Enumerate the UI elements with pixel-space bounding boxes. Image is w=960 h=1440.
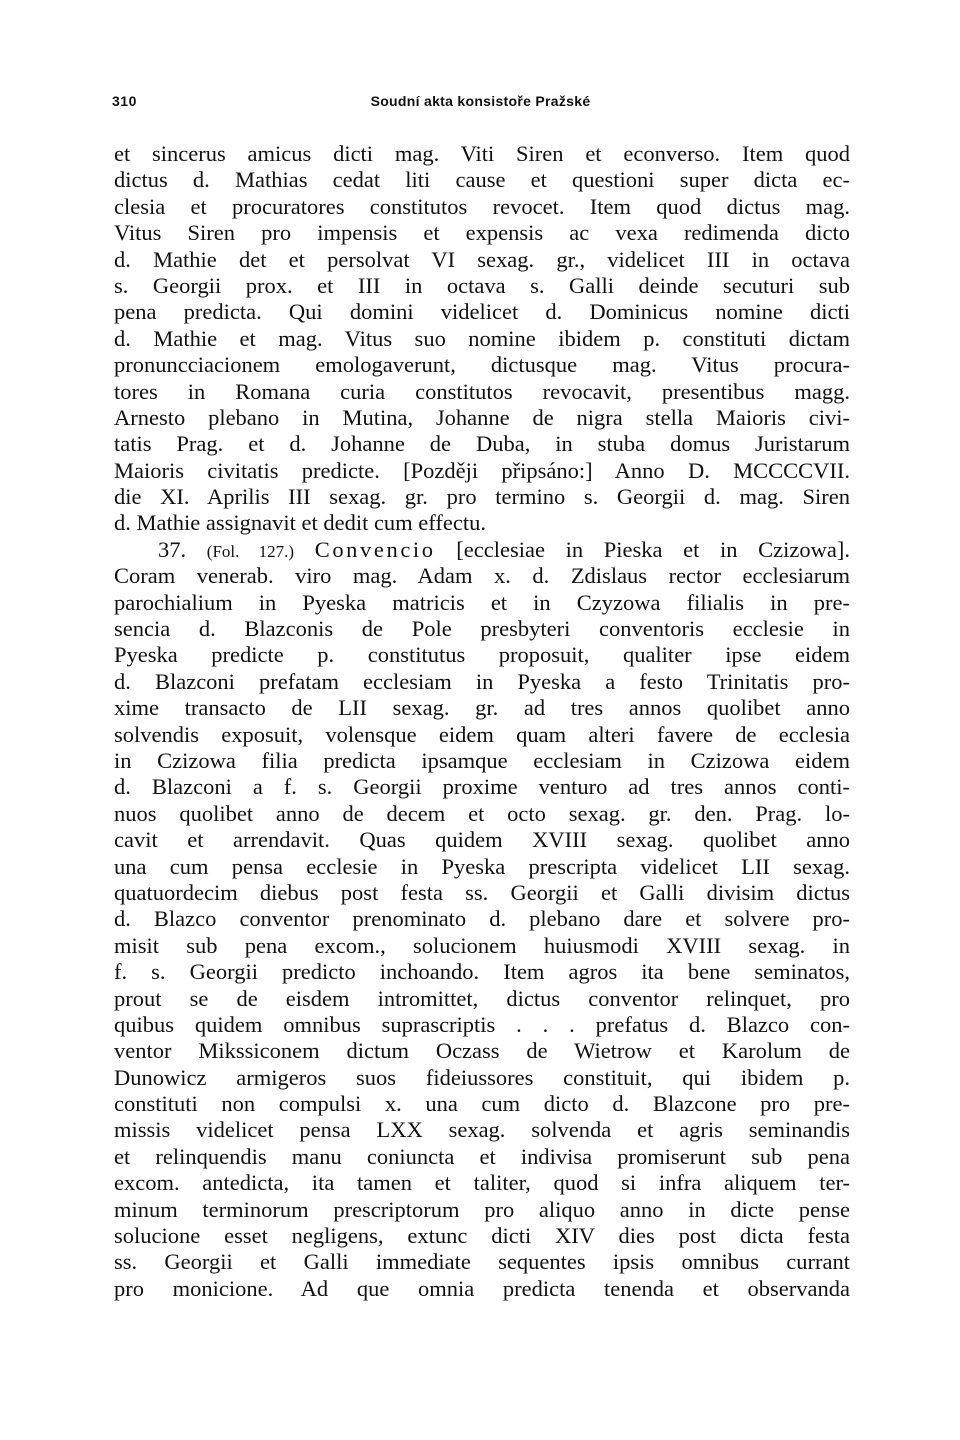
text-line: d. Mathie assignavit et dedit cum effectu. xyxy=(114,510,486,536)
text-line: minum terminorum prescriptorum pro aliquo anno in dicte pense xyxy=(114,1196,850,1222)
text-line: nuos quolibet anno de decem et octo sexag. gr. den. Prag. lo- xyxy=(114,800,850,826)
text-line: d. Blazconi a f. s. Georgii proxime venturo ad tres annos conti- xyxy=(114,774,850,800)
entry-title: Convencio xyxy=(314,536,436,562)
text-line: et relinquendis manu coniuncta et indivisa promiserunt sub pena xyxy=(114,1143,850,1169)
text-line: s. Georgii prox. et III in octava s. Galli deinde secuturi sub xyxy=(114,272,850,298)
text-line: ss. Georgii et Galli immediate sequentes ipsis omnibus currant xyxy=(114,1249,850,1275)
text-line: Vitus Siren pro impensis et expensis ac vexa redimenda dicto xyxy=(114,220,850,246)
entry-number: 37. xyxy=(158,536,187,562)
page-header xyxy=(112,93,849,113)
text-line: d. Blazco conventor prenominato d. plebano dare et solvere pro- xyxy=(114,906,850,932)
text-line: misit sub pena excom., solucionem huiusmodi XVIII sexag. in xyxy=(114,932,850,958)
text-line: Coram venerab. viro mag. Adam x. d. Zdislaus rector ecclesiarum xyxy=(114,563,850,589)
folio-reference: (Fol. 127.) xyxy=(206,541,295,561)
text-line: clesia et procuratores constitutos revocet. Item quod dictus mag. xyxy=(114,193,850,219)
body-text xyxy=(114,141,850,1302)
text-line: Maioris civitatis predicte. [Později připsáno:] Anno D. MCCCCVII. xyxy=(114,457,850,483)
text-line: in Czizowa filia predicta ipsamque ecclesiam in Czizowa eidem xyxy=(114,747,850,773)
text-line: Dunowicz armigeros suos fideiussores constituit, qui ibidem p. xyxy=(114,1064,850,1090)
text-line: d. Blazconi prefatam ecclesiam in Pyeska a festo Trinitatis pro- xyxy=(114,668,850,694)
text-line: tores in Romana curia constitutos revocavit, presentibus magg. xyxy=(114,378,850,404)
text-line: xime transacto de LII sexag. gr. ad tres annos quolibet anno xyxy=(114,695,850,721)
text-line: die XI. Aprilis III sexag. gr. pro termino s. Georgii d. mag. Siren xyxy=(114,484,850,510)
text-line: sencia d. Blazconis de Pole presbyteri conventoris ecclesie in xyxy=(114,616,850,642)
text-line: excom. antedicta, ita tamen et taliter, quod si infra aliquem ter- xyxy=(114,1170,850,1196)
text-line: et sincerus amicus dicti mag. Viti Siren et econverso. Item quod xyxy=(114,141,850,166)
text-line: Arnesto plebano in Mutina, Johanne de nigra stella Maioris civi- xyxy=(114,404,850,430)
entry-subject: [ecclesiae in Pieska et in Czizowa]. xyxy=(456,536,850,562)
text-line: constituti non compulsi x. una cum dicto d. Blazcone pro pre- xyxy=(114,1091,850,1117)
text-line: dictus d. Mathias cedat liti cause et questioni super dicta ec- xyxy=(114,167,850,193)
text-line: f. s. Georgii predicto inchoando. Item agros ita bene seminatos, xyxy=(114,959,850,985)
text-line: d. Mathie det et persolvat VI sexag. gr., videlicet III in octava xyxy=(114,246,850,272)
text-line: d. Mathie et mag. Vitus suo nomine ibidem p. constituti dictam xyxy=(114,325,850,351)
text-line: quibus quidem omnibus suprascriptis . . . prefatus d. Blazco con- xyxy=(114,1011,850,1037)
text-line: pronuncciacionem emologaverunt, dictusque mag. Vitus procura- xyxy=(114,352,850,378)
running-title: Soudní akta konsistoře Pražské xyxy=(370,93,591,109)
text-line: Pyeska predicte p. constitutus proposuit, qualiter ipse eidem xyxy=(114,642,850,668)
page-number: 310 xyxy=(112,93,137,109)
text-line: missis videlicet pensa LXX sexag. solvenda et agris seminandis xyxy=(114,1117,850,1143)
text-line: parochialium in Pyeska matricis et in Czyzowa filialis in pre- xyxy=(114,589,850,615)
text-line: tatis Prag. et d. Johanne de Duba, in stuba domus Juristarum xyxy=(114,431,850,457)
text-line: una cum pensa ecclesie in Pyeska prescripta videlicet LII sexag. xyxy=(114,853,850,879)
text-line: solvendis exposuit, volensque eidem quam alteri favere de ecclesia xyxy=(114,721,850,747)
text-line: prout se de eisdem intromittet, dictus conventor relinquet, pro xyxy=(114,985,850,1011)
text-line: cavit et arrendavit. Quas quidem XVIII sexag. quolibet anno xyxy=(114,827,850,853)
text-line: solucione esset negligens, extunc dicti XIV dies post dicta festa xyxy=(114,1223,850,1249)
text-line: pro monicione. Ad que omnia predicta tenenda et observanda xyxy=(114,1275,850,1301)
text-line: pena predicta. Qui domini videlicet d. Dominicus nomine dicti xyxy=(114,299,850,325)
entry-heading xyxy=(114,537,850,563)
text-line: quatuordecim diebus post festa ss. Georgii et Galli divisim dictus xyxy=(114,879,850,905)
text-line: ventor Mikssiconem dictum Oczass de Wietrow et Karolum de xyxy=(114,1038,850,1064)
